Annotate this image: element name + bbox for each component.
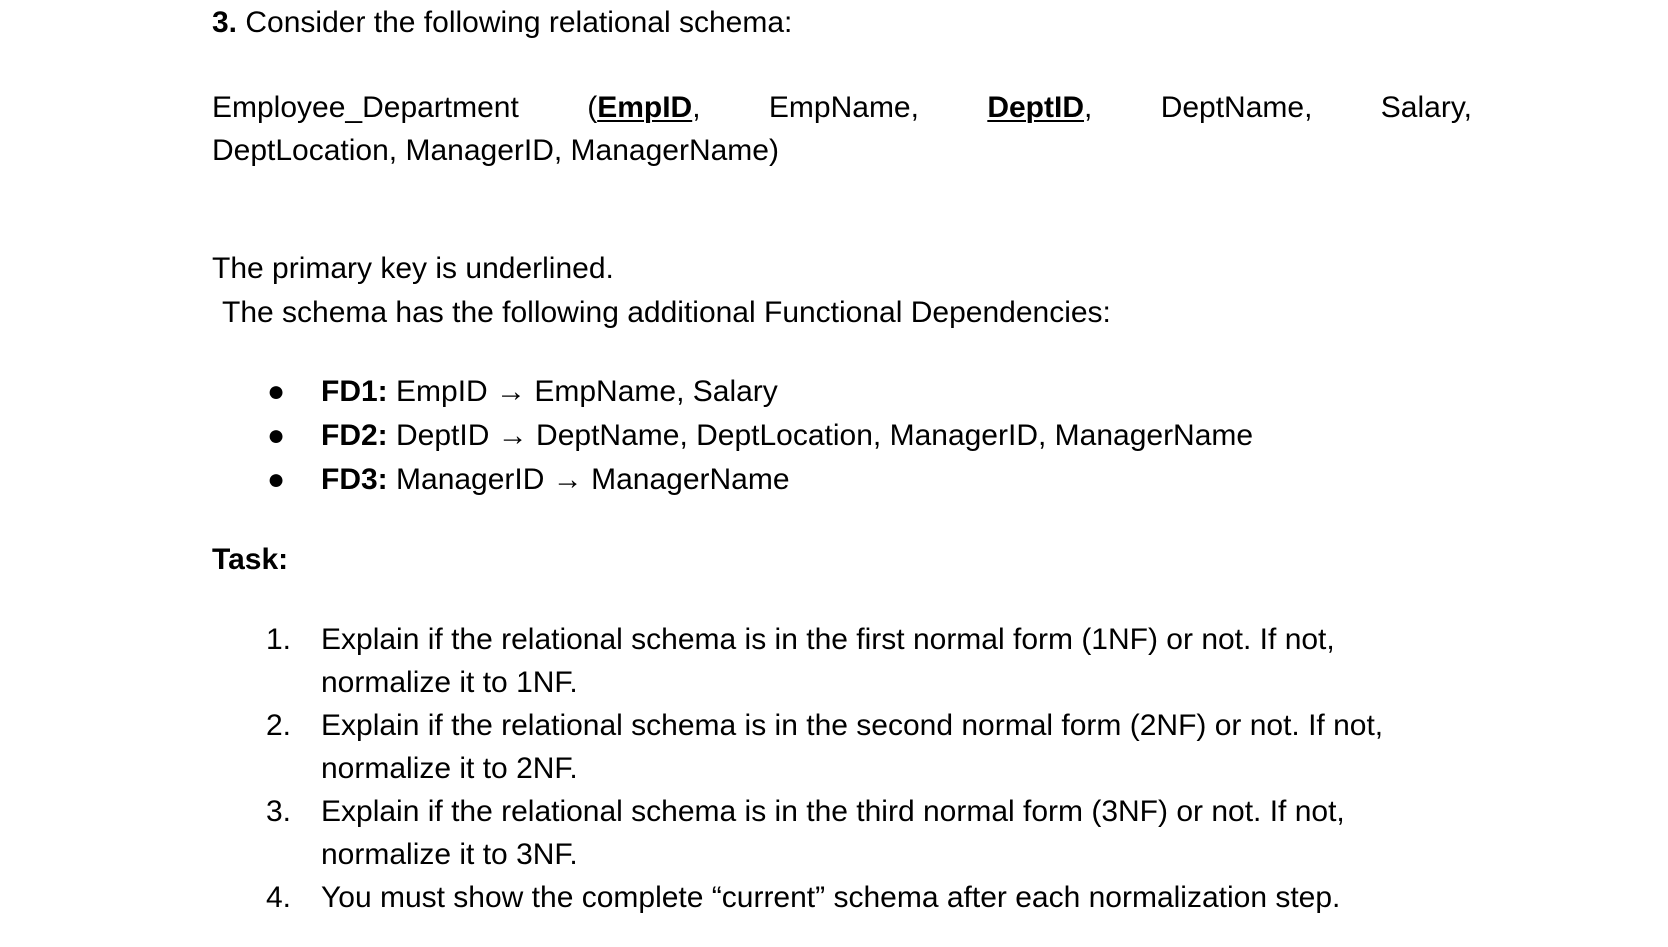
task-list xyxy=(212,618,1472,919)
question-number: 3. xyxy=(212,6,238,39)
bullet-icon: ● xyxy=(266,419,286,452)
task-number: 2. xyxy=(266,709,292,742)
fd-text: DeptID → DeptName, DeptLocation, ManagerID, ManagerName xyxy=(396,419,1254,452)
task-number: 1. xyxy=(266,623,292,656)
fd-label: FD3: xyxy=(321,463,388,496)
schema-attr-empname: EmpName, xyxy=(768,91,919,124)
list-item xyxy=(212,790,1472,876)
fd-label: FD1: xyxy=(321,375,388,408)
task-text: Explain if the relational schema is in the second normal form (2NF) or not. If not, normalize it to 2NF. xyxy=(321,709,1384,785)
list-item xyxy=(212,876,1472,919)
schema-attr-deptname: DeptName, xyxy=(1160,91,1313,124)
task-text: You must show the complete “current” schema after each normalization step. xyxy=(321,881,1341,914)
task-text: Explain if the relational schema is in the first normal form (1NF) or not. If not, normalize it to 1NF. xyxy=(321,623,1335,699)
list-item xyxy=(212,618,1472,704)
schema-line-2: DeptLocation, ManagerID, ManagerName) xyxy=(212,134,779,167)
comma: , xyxy=(692,91,701,124)
task-text: Explain if the relational schema is in the third normal form (3NF) or not. If not, normalize it to 3NF. xyxy=(321,795,1345,871)
fd-content xyxy=(321,370,778,414)
primary-key-note: The primary key is underlined. xyxy=(212,252,614,285)
schema-line-1 xyxy=(212,86,1472,129)
primary-key-empid: EmpID xyxy=(597,91,693,124)
fd-text: ManagerID → ManagerName xyxy=(396,463,790,496)
open-paren: ( xyxy=(587,91,598,124)
question-prompt: Consider the following relational schema: xyxy=(245,6,793,39)
question-heading xyxy=(212,6,792,40)
relational-schema xyxy=(212,86,1472,172)
relation-name: Employee_Department xyxy=(212,91,519,124)
task-heading: Task: xyxy=(212,543,289,576)
primary-key-deptid: DeptID xyxy=(987,91,1084,124)
list-item xyxy=(212,704,1472,790)
fd-label: FD2: xyxy=(321,419,388,452)
fd-text: EmpID → EmpName, Salary xyxy=(396,375,778,408)
bullet-icon: ● xyxy=(266,463,286,496)
fd-content xyxy=(321,458,790,502)
schema-attr-deptid xyxy=(987,86,1092,129)
comma: , xyxy=(1083,91,1093,124)
fd-intro: The schema has the following additional Functional Dependencies: xyxy=(222,296,1111,329)
task-number: 4. xyxy=(266,881,292,914)
bullet-icon: ● xyxy=(266,375,286,408)
task-number: 3. xyxy=(266,795,292,828)
fd-content xyxy=(321,414,1253,458)
schema-attr-empid xyxy=(587,86,700,129)
schema-attr-salary: Salary, xyxy=(1380,91,1472,124)
